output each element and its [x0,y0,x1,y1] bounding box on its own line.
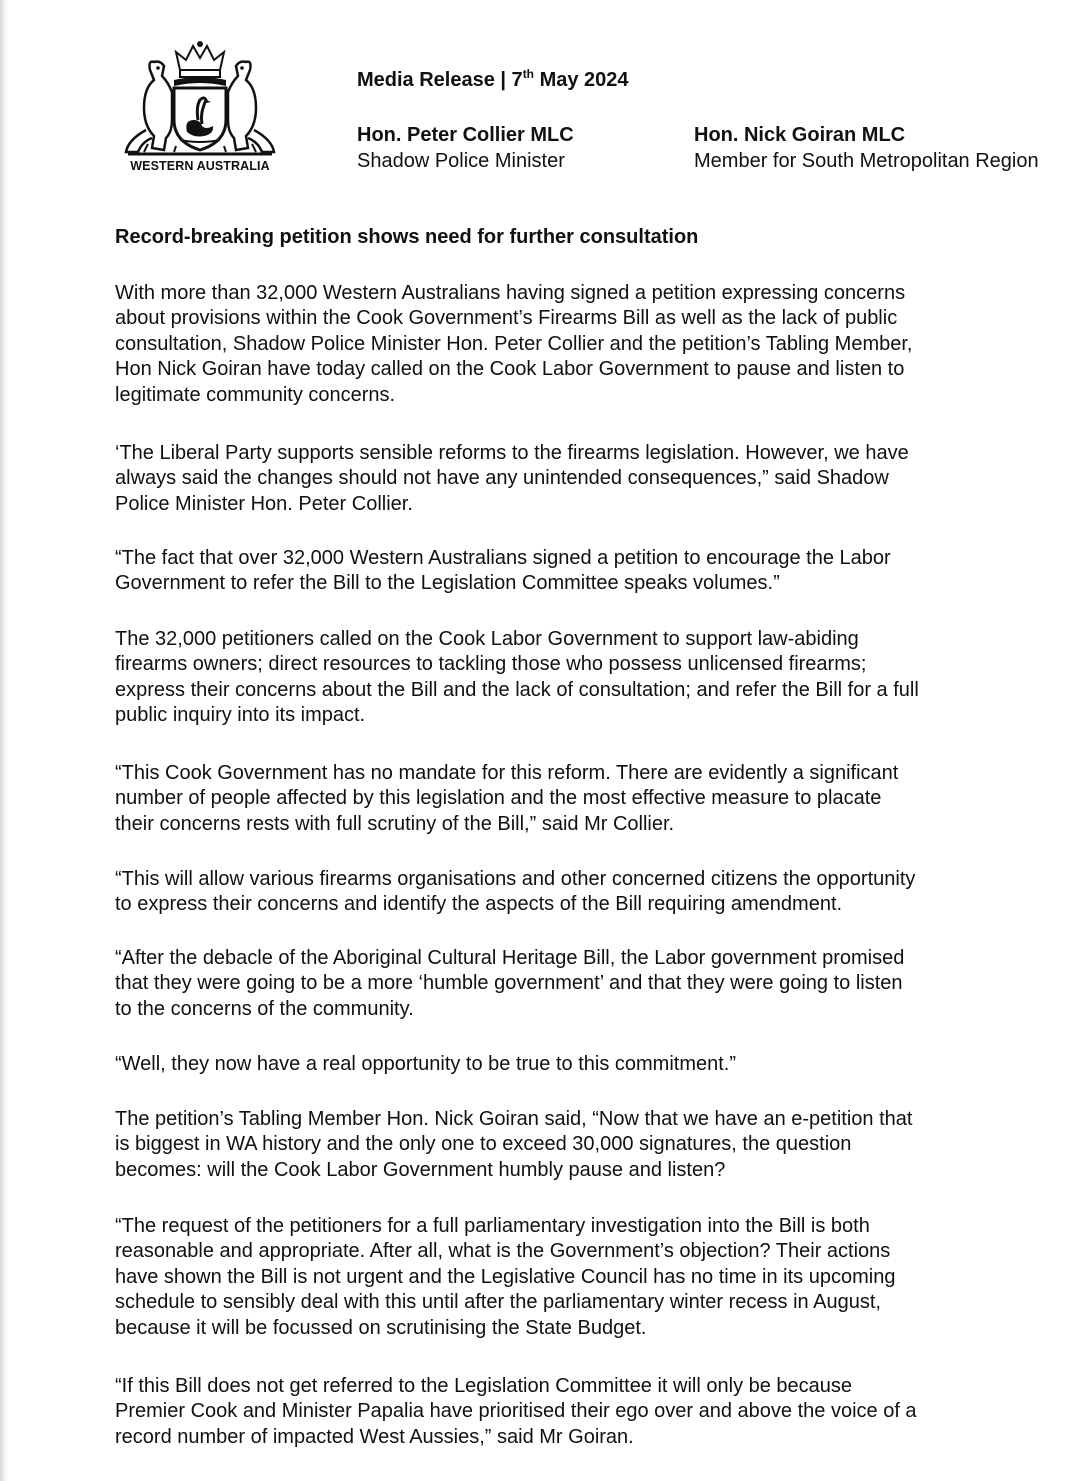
release-headline: Record-breaking petition shows need for further consultation [115,226,699,248]
paragraph-line: legitimate community concerns. [115,383,396,406]
paragraph-line: “Well, they now have a real opportunity to be true to this commitment.” [115,1053,737,1075]
member-nick-goiran [694,122,1039,174]
paragraph-line: The petition’s Tabling Member Hon. Nick Goiran said, “Now that we have an e-petition that [115,1108,913,1130]
paragraph-line: ‘The Liberal Party supports sensible reforms to the firearms legislation. However, we have [115,442,909,464]
western-australia-coat-of-arms [114,40,286,180]
paragraph-line: Police Minister Hon. Peter Collier. [115,492,413,515]
paragraph [115,281,1090,408]
paragraph [115,546,1090,597]
paragraph-line: Government to refer the Bill to the Legislation Committee speaks volumes.” [115,572,780,595]
paragraph-line: “The request of the petitioners for a full parliamentary investigation into the Bill is both [115,1215,870,1237]
paragraph-line: consultation, Shadow Police Minister Hon. Peter Collier and the petition’s Tabling Member, [115,332,913,355]
member-role: Shadow Police Minister [357,150,565,172]
paragraph [115,1214,1090,1341]
paragraph [115,1052,1090,1077]
paragraph-line: Premier Cook and Minister Papalia have prioritised their ego over and above the voice of a [115,1400,917,1423]
paragraph [115,946,1090,1022]
paragraph [115,1374,1090,1450]
paragraph-line: “The fact that over 32,000 Western Australians signed a petition to encourage the Labor [115,547,891,569]
media-release-page [10,0,1092,1481]
member-role: Member for South Metropolitan Region [694,150,1039,172]
paragraph-line: about provisions within the Cook Government’s Firearms Bill as well as the lack of public [115,307,898,330]
paragraph-line: because it will be focussed on scrutinising the State Budget. [115,1316,647,1339]
paragraph [115,441,1090,517]
paragraph-line: number of people affected by this legislation and the most effective measure to placate [115,787,882,810]
paragraph-line: express their concerns about the Bill and the lack of consultation; and refer the Bill for a full [115,678,919,701]
paragraph-line: With more than 32,000 Western Australians having signed a petition expressing concerns [115,282,906,304]
paragraph-line: Hon Nick Goiran have today called on the Cook Labor Government to pause and listen to [115,358,905,381]
paragraph-line: “After the debacle of the Aboriginal Cultural Heritage Bill, the Labor government promised [115,947,905,969]
media-release-date-line [357,69,629,92]
page-left-edge-shadow [0,0,8,1481]
paragraph-line: is biggest in WA history and the only one to exceed 30,000 signatures, the question [115,1133,852,1156]
paragraph-line: to the concerns of the community. [115,997,414,1020]
paragraph-line: record number of impacted West Aussies,” said Mr Goiran. [115,1425,634,1448]
paragraph-line: always said the changes should not have any unintended consequences,” said Shadow [115,467,889,490]
member-name: Hon. Peter Collier MLC [357,124,574,146]
paragraph [115,627,1090,729]
release-date-rest: May 2024 [534,69,629,91]
paragraph-line: “This Cook Government has no mandate for this reform. There are evidently a significant [115,762,899,784]
paragraph-line: public inquiry into its impact. [115,704,366,727]
member-name: Hon. Nick Goiran MLC [694,124,906,146]
release-date-ordinal: th [522,67,535,81]
paragraph-line: their concerns rests with full scrutiny of the Bill,” said Mr Collier. [115,812,675,835]
paragraph-line: have shown the Bill is not urgent and the Legislative Council has no time in its upcoming [115,1265,896,1288]
paragraph-line: that they were going to be a more ‘humble government’ and that they were going to listen [115,972,903,995]
paragraph-line: to express their concerns and identify the aspects of the Bill requiring amendment. [115,893,843,916]
paragraph-line: “This will allow various firearms organisations and other concerned citizens the opportunity [115,868,916,890]
member-peter-collier [357,122,574,174]
paragraph [115,867,1090,918]
paragraph-line: becomes: will the Cook Labor Government humbly pause and listen? [115,1158,726,1181]
crest-caption: WESTERN AUSTRALIA [130,159,270,173]
paragraph [115,761,1090,837]
paragraph-line: firearms owners; direct resources to tackling those who possess unlicensed firearms; [115,653,867,676]
paragraph-line: “If this Bill does not get referred to the Legislation Committee it will only be because [115,1375,853,1397]
paragraph-line: schedule to sensibly deal with this until after the parliamentary winter recess in August, [115,1291,881,1314]
release-prefix: Media Release | 7 [357,69,523,91]
paragraph-line: The 32,000 petitioners called on the Cook Labor Government to support law-abiding [115,628,859,650]
coat-of-arms-icon [114,40,286,158]
paragraph [115,1107,1090,1183]
paragraph-line: reasonable and appropriate. After all, what is the Government’s objection? Their actions [115,1240,891,1263]
